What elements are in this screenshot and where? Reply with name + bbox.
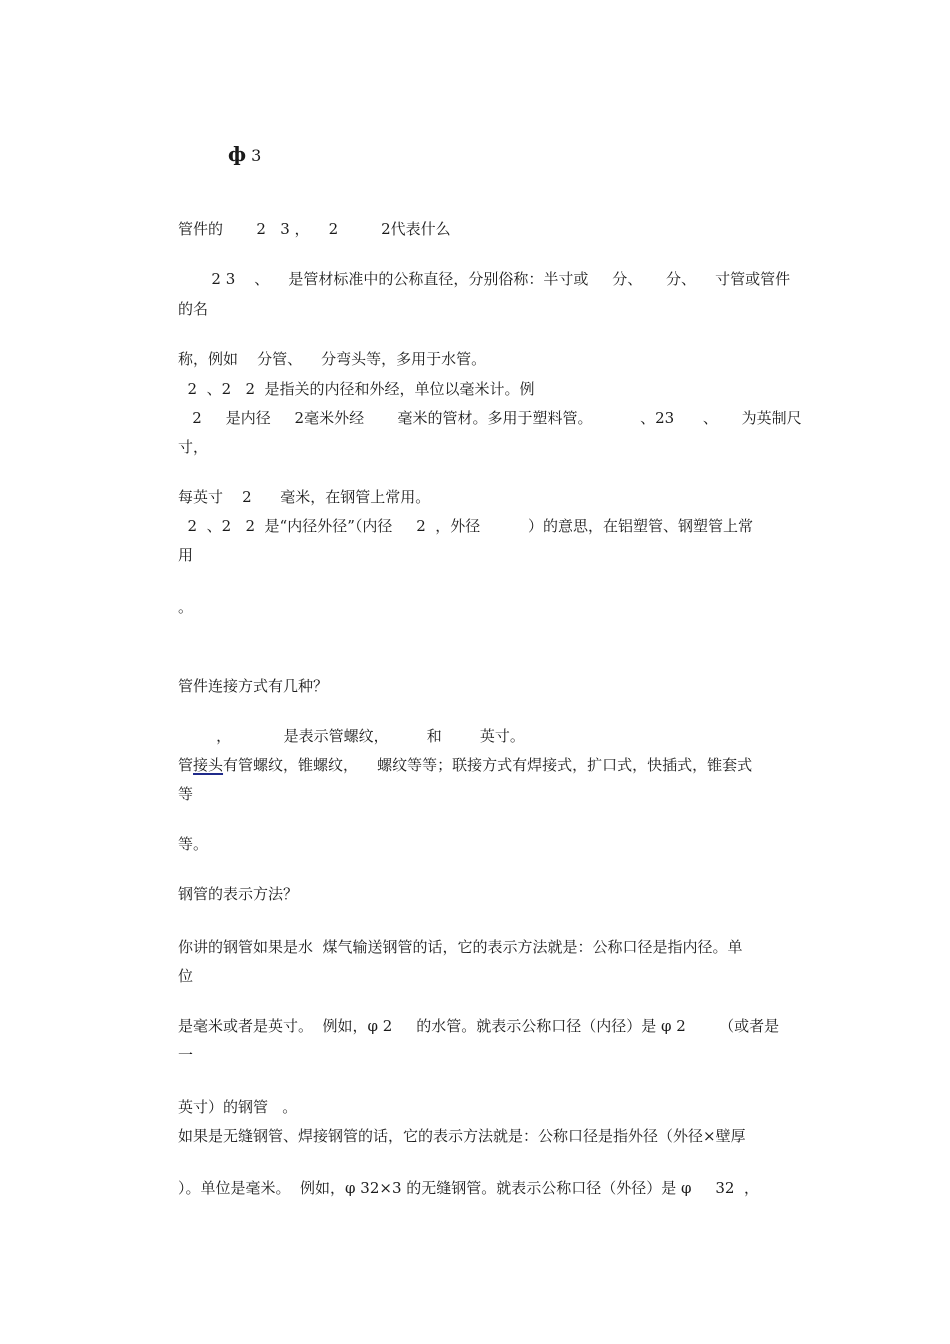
- paragraph-line: 。: [178, 598, 194, 616]
- link-prefix: 管: [178, 756, 194, 774]
- question-heading-3: 钢管的表示方法？: [178, 885, 299, 903]
- paragraph-line: 每英寸 2 毫米，在钢管上常用。: [178, 488, 431, 506]
- paragraph-line: 如果是无缝钢管、焊接钢管的话，它的表示方法就是：公称口径是指外径（外径×壁厚: [178, 1127, 746, 1145]
- paragraph-line-with-link: [178, 758, 752, 773]
- diameter-heading: [228, 142, 261, 166]
- paragraph-line: 用: [178, 546, 194, 564]
- phi-symbol: ф: [228, 142, 247, 166]
- paragraph-line: 2 、2 2 是指关的内径和外经，单位以毫米计。例: [178, 380, 535, 398]
- link-suffix: 有管螺纹，锥螺纹， 螺纹等等；联接方式有焊接式，扩口式，快插式，锥套式: [223, 756, 753, 774]
- paragraph-line: 位: [178, 967, 194, 985]
- paragraph-line: 等: [178, 785, 194, 803]
- paragraph-line: 寸，: [178, 438, 209, 456]
- paragraph-line: ）。单位是毫米。 例如，φ 32×3 的无缝钢管。就表示公称口径（外径）是 φ 32 ，: [178, 1179, 760, 1197]
- paragraph-line: 英寸）的钢管 。: [178, 1098, 298, 1116]
- paragraph-line: 你讲的钢管如果是水 煤气输送钢管的话，它的表示方法就是：公称口径是指内径。单: [178, 938, 743, 956]
- paragraph-line: 的名: [178, 300, 209, 318]
- paragraph-line: 称，例如 分管、 分弯头等，多用于水管。: [178, 350, 487, 368]
- phi-number: 3: [246, 146, 262, 165]
- paragraph-line: 是毫米或者是英寸。 例如，φ 2 的水管。就表示公称口径（内径）是 φ 2 （或者是: [178, 1017, 780, 1035]
- paragraph-line: 2 3 、 是管材标准中的公称直径，分别俗称：半寸或 分、 分、 寸管或管件: [178, 270, 791, 288]
- paragraph-line: ， 是表示管螺纹， 和 英寸。: [178, 727, 525, 745]
- paragraph-line: 等。: [178, 835, 209, 853]
- joint-link[interactable]: 接头: [193, 756, 224, 774]
- paragraph-line: 2 、2 2 是“内径外径”（内径 2 ，外径 ）的意思，在铝塑管、钢塑管上常: [178, 517, 753, 535]
- paragraph-line: 一: [178, 1046, 194, 1064]
- paragraph-line: 2 是内径 2毫米外经 毫米的管材。多用于塑料管。 、23 、 为英制尺: [178, 409, 802, 427]
- question-heading-1: 管件的 2 3 ， 2 2代表什么: [178, 220, 451, 238]
- question-heading-2: 管件连接方式有几种？: [178, 677, 329, 695]
